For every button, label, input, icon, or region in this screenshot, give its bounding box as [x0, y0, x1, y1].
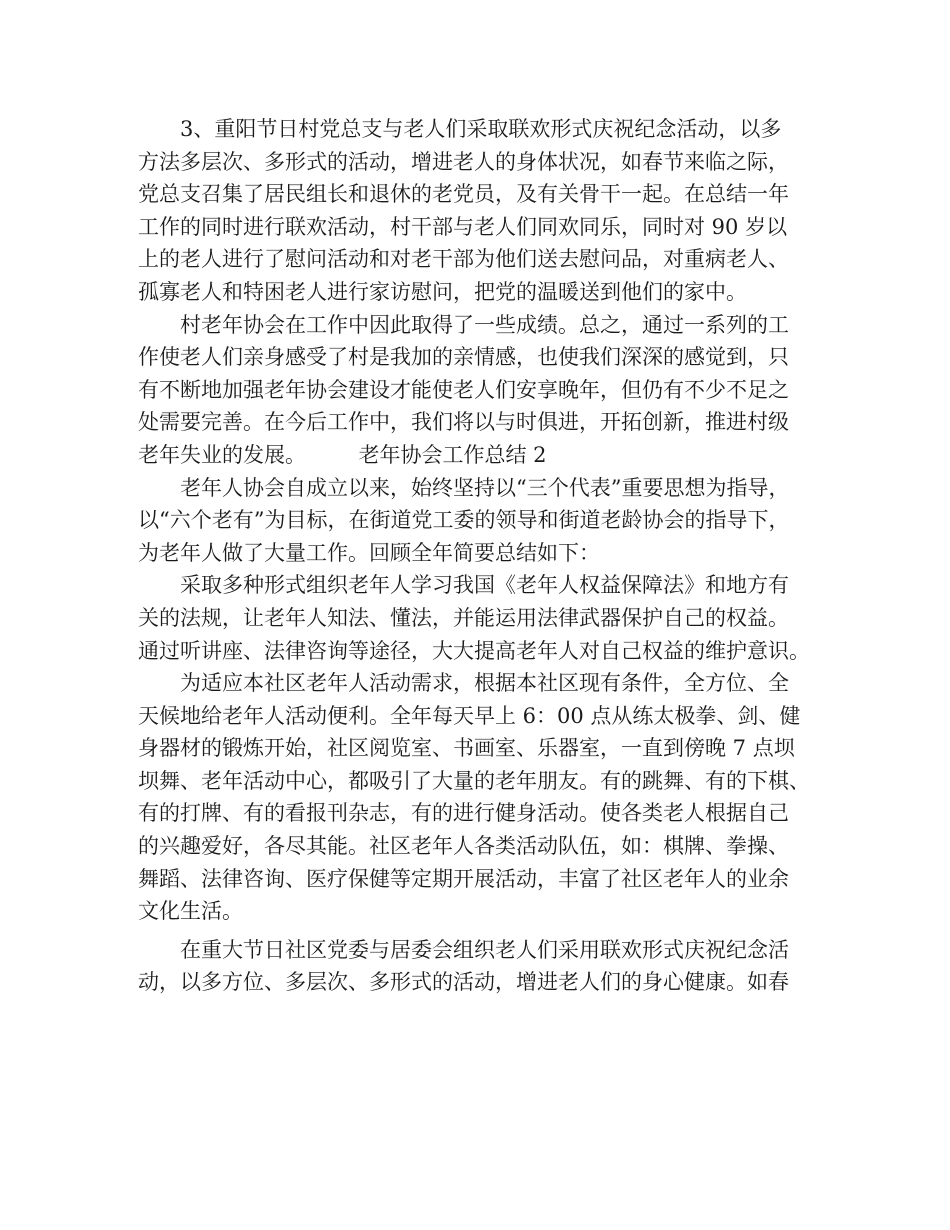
text-line: 处需要完善。在今后工作中，我们将以与时俱进，开拓创新，推进村级: [138, 410, 789, 435]
text-line: 通过听讲座、法律咨询等途径，大大提高老年人对自己权益的维护意识。: [138, 638, 810, 663]
text-line: 方法多层次、多形式的活动，增进老人的身体状况，如春节来临之际，: [138, 149, 789, 174]
text-line: 舞蹈、法律咨询、医疗保健等定期开展活动，丰富了社区老年人的业余: [138, 866, 789, 891]
text-line: 动，以多方位、多层次、多形式的活动，增进老人们的身心健康。如春: [138, 970, 789, 995]
text-line: 以“六个老有”为目标，在街道党工委的领导和街道老龄协会的指导下，: [138, 508, 790, 533]
text-line: 上的老人进行了慰问活动和对老干部为他们送去慰问品，对重病老人、: [138, 247, 789, 272]
document-body: [138, 113, 828, 999]
text-line: 党总支召集了居民组长和退休的老党员，及有关骨干一起。在总结一年: [138, 182, 789, 207]
text-line: 在重大节日社区党委与居委会组织老人们采用联欢形式庆祝纪念活: [180, 937, 789, 962]
text-line: 有的打牌、有的看报刊杂志，有的进行健身活动。使各类老人根据自己: [138, 801, 789, 826]
text-line: 工作的同时进行联欢活动，村干部与老人们同欢同乐，同时对 90 岁以: [138, 214, 788, 239]
text-line: 村老年协会在工作中因此取得了一些成绩。总之，通过一系列的工: [180, 312, 789, 337]
text-line: 的兴趣爱好，各尽其能。社区老年人各类活动队伍，如：棋牌、拳操、: [138, 834, 789, 859]
text-line: 老年人协会自成立以来，始终坚持以“三个代表”重要思想为指导，: [180, 475, 790, 500]
text-line: 天候地给老年人活动便利。全年每天早上 6：00 点从练太极拳、剑、健: [138, 703, 801, 728]
text-line: 采取多种形式组织老年人学习我国《老年人权益保障法》和地方有: [180, 573, 789, 598]
text-line: 有不断地加强老年协会建设才能使老人们安享晚年，但仍有不少不足之: [138, 377, 789, 402]
text-line: 文化生活。: [138, 899, 243, 924]
text-line: 关的法规，让老年人知法、懂法，并能运用法律武器保护自己的权益。: [138, 605, 789, 630]
text-line: 3、重阳节日村党总支与老人们采取联欢形式庆祝纪念活动，以多: [180, 117, 782, 141]
text-line: 为适应本社区老年人活动需求，根据本社区现有条件，全方位、全: [180, 671, 789, 696]
text-line: 为老年人做了大量工作。回顾全年简要总结如下：: [138, 540, 600, 565]
text-line: 坝舞、老年活动中心，都吸引了大量的老年朋友。有的跳舞、有的下棋、: [138, 768, 810, 793]
text-line: 孤寡老人和特困老人进行家访慰问，把党的温暖送到他们的家中。: [138, 279, 747, 304]
text-line: 作使老人们亲身感受了村是我加的亲情感，也使我们深深的感觉到，只: [138, 345, 789, 370]
text-line: 老年失业的发展。 老年协会工作总结 2: [138, 442, 547, 467]
text-line: 身器材的锻炼开始，社区阅览室、书画室、乐器室，一直到傍晚 7 点坝: [138, 736, 795, 761]
